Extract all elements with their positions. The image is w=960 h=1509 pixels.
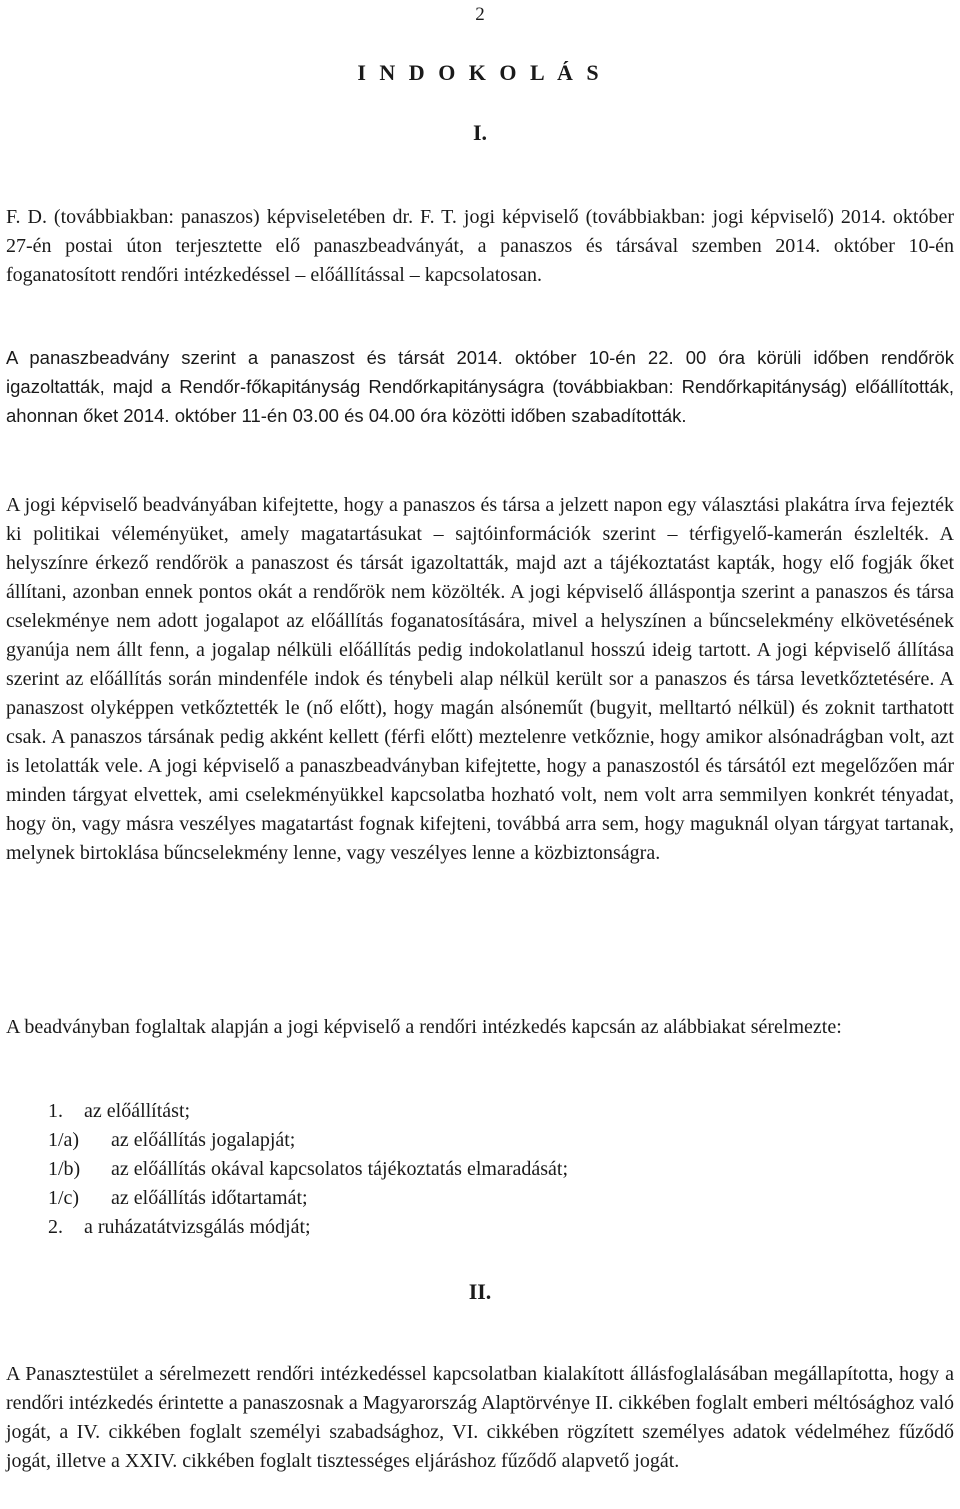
- list-item-number: 2.: [48, 1216, 63, 1238]
- list-item-text: az előállítást;: [84, 1100, 191, 1122]
- list-item-text: az előállítás jogalapját;: [111, 1129, 296, 1151]
- list-item-number: 1/a): [48, 1129, 80, 1151]
- list-item-text: az előállítás időtartamát;: [111, 1187, 308, 1209]
- list-item: [48, 1184, 568, 1213]
- paragraph-complaint-summary: A panaszbeadvány szerint a panaszost és társát 2014. október 10-én 22. 00 óra körüli időben rendőrök igazoltatták, majd a Rendőr-főkapitányság Rendőrkapitányságra (továbbiakban: Rendőrkapitányság) előállították, ahonnan őket 2014. október 11-én 03.00 és 04.00 óra közötti időben szabadították.: [6, 347, 954, 426]
- list-item: [48, 1126, 568, 1155]
- section-heading-one: I.: [472, 120, 488, 145]
- paragraph-grievances-intro: A beadványban foglaltak alapján a jogi képviselő a rendőri intézkedés kapcsán az alábbiakat sérelmezte:: [6, 1016, 842, 1038]
- paragraph-complaint-intro: F. D. (továbbiakban: panaszos) képviseletében dr. F. T. jogi képviselő (továbbiakban: jogi képviselő) 2014. október 27-én postai úton terjesztette elő panaszbeadványát, a panaszos és társával szemben 2014. október 10-én foganatosított rendőri intézkedéssel – előállítással – kapcsolatosan.: [6, 206, 954, 286]
- list-item-text: az előállítás okával kapcsolatos tájékoztatás elmaradását;: [111, 1158, 569, 1180]
- paragraph-panel-finding: A Panasztestület a sérelmezett rendőri intézkedéssel kapcsolatban kialakított állásfoglalásában megállapította, hogy a rendőri intézkedés érintette a panaszosnak a Magyarország Alaptörvénye II. cikkében foglalt emberi méltósághoz való jogát, a IV. cikkében foglalt személyi szabadsághoz, VI. cikkében rögzített személyes adatok védelméhez fűződő jogát, illetve a XXIV. cikkében foglalt tisztességes eljáráshoz fűződő alapvető jogát.: [6, 1363, 954, 1472]
- page-number: 2: [475, 4, 485, 25]
- document-title: I N D O K O L Á S: [357, 60, 603, 85]
- grievance-list: [48, 1097, 568, 1242]
- list-item: [48, 1097, 568, 1126]
- list-item-text: a ruházatátvizsgálás módját;: [84, 1216, 311, 1238]
- list-item: [48, 1213, 568, 1242]
- list-item: [48, 1155, 568, 1184]
- list-item-number: 1/b): [48, 1158, 81, 1180]
- section-heading-two: II.: [468, 1279, 492, 1304]
- list-item-number: 1.: [48, 1100, 63, 1122]
- list-item-number: 1/c): [48, 1187, 80, 1209]
- paragraph-legal-representative-argument: A jogi képviselő beadványában kifejtette, hogy a panaszos és társa a jelzett napon egy választási plakátra írva fejezték ki politikai véleményüket, amely magatartásukat – sajtóinformációk szerint – térfigyelő-kamerán észlelték. A helyszínre érkező rendőrök a panaszost és társát igazoltatták, majd azt a tájékoztatást kapták, hogy elő fogják őket állítani, azonban ennek pontos okát a rendőrök nem közölték. A jogi képviselő álláspontja szerint a panaszos és társa cselekménye nem adott jogalapot az előállítás foganatosítására, mivel a helyszínen a bűncselekmény elkövetésének gyanúja nem állt fenn, a jogalap nélküli előállítás pedig indokolatlanul hosszú ideig tartott. A jogi képviselő állítása szerint az előállítás során mindenféle indok és ténybeli alap nélkül került sor a panaszos és társa levetkőztetésére. A panaszost olyképpen vetkőztették le (nő előtt), hogy magán alsóneműt (bugyit, melltartó nélkül) és zoknit tarthatott csak. A panaszos társának pedig akként kellett (férfi előtt) meztelenre vetkőznie, hogy amikor alsónadrágban volt, azt is letolatták vele. A jogi képviselő a panaszbeadványban kifejtette, hogy a panaszostól és társától ezt megelőzően már minden tárgyat elvettek, ami cselekményükkel kapcsolatba hozható volt, nem volt arra semmilyen konkrét tényadat, hogy ön, vagy másra veszélyes magatartást fognak kifejteni, továbbá arra sem, hogy maguknál olyan tárgyat tartanak, melynek birtoklása bűncselekmény lenne, vagy veszélyes lenne a közbiztonságra.: [6, 494, 954, 864]
